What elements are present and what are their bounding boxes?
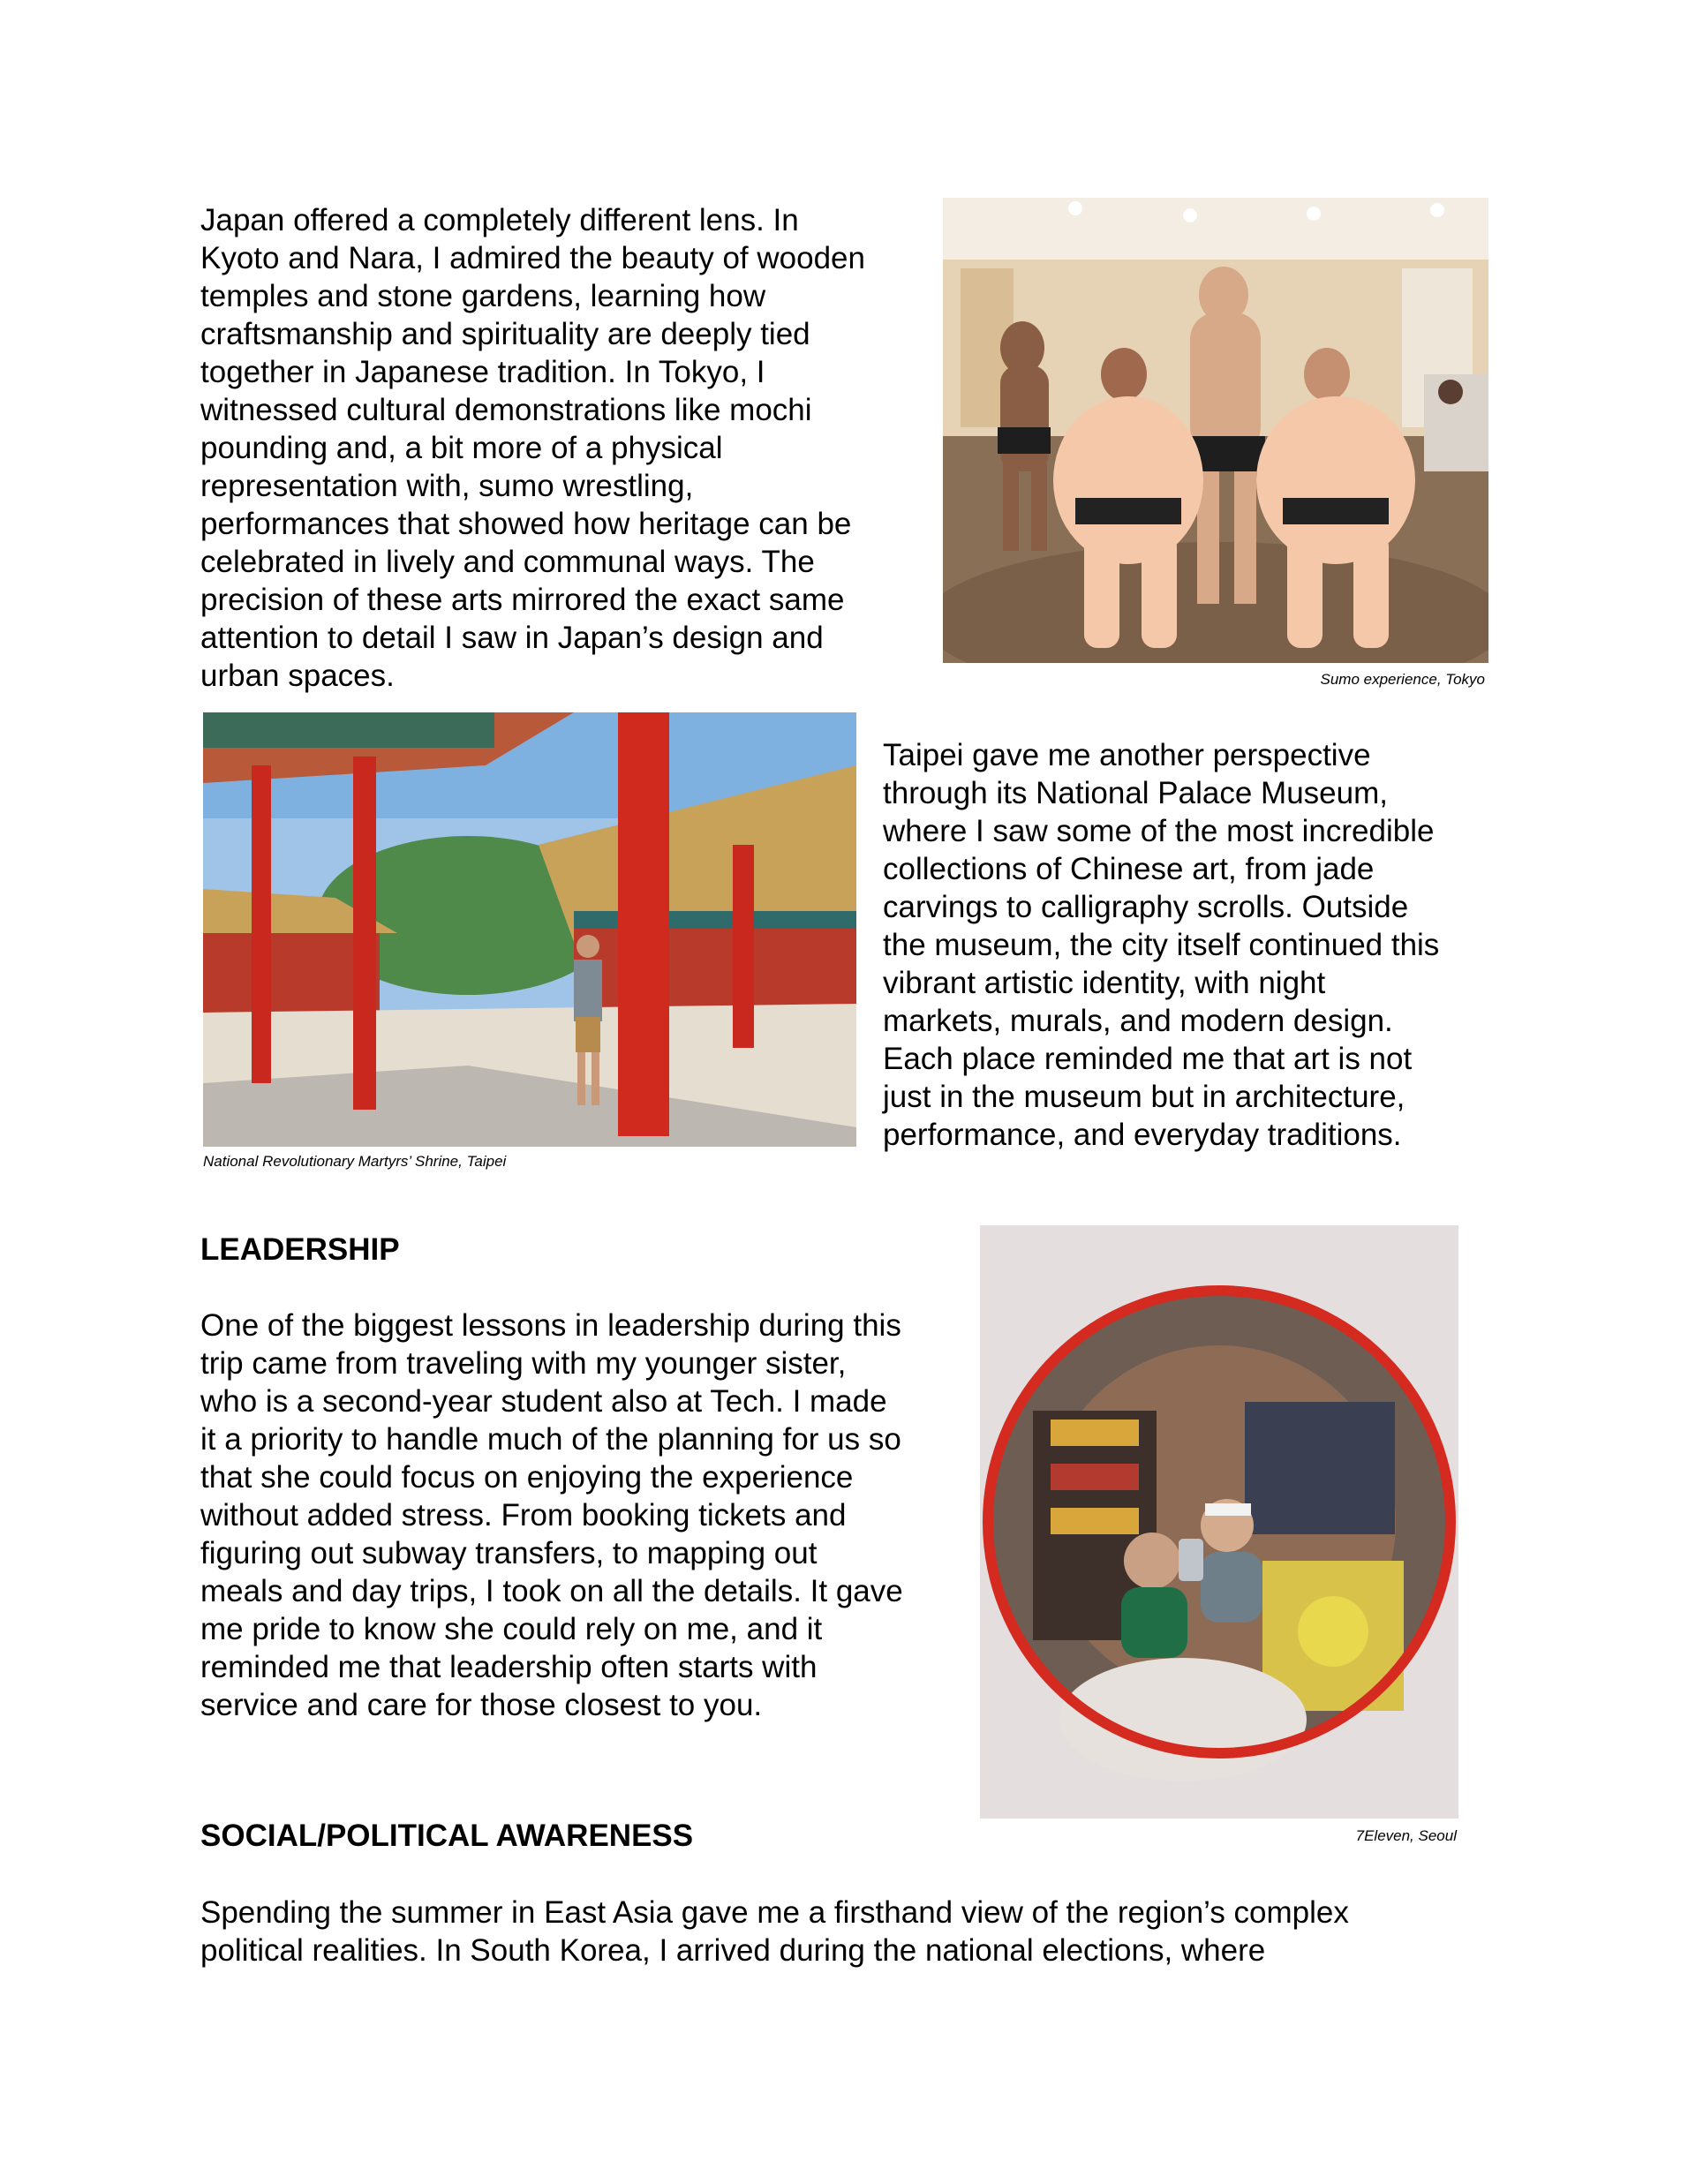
shrine-caption: National Revolutionary Martyrs’ Shrine, Taipei [203, 1153, 507, 1170]
leadership-heading: LEADERSHIP [200, 1232, 400, 1267]
social-political-paragraph: Spending the summer in East Asia gave me a firsthand view of the region’s complex political realities. In South Korea, I arrived during the national elections, where [200, 1895, 1349, 1968]
sumo-illustration [943, 198, 1488, 663]
sumo-caption: Sumo experience, Tokyo [1320, 671, 1485, 688]
seven-eleven-illustration [980, 1225, 1458, 1819]
sumo-photo [943, 198, 1488, 663]
shrine-illustration [203, 712, 856, 1147]
seven-eleven-photo [980, 1225, 1458, 1819]
shrine-photo [203, 712, 856, 1147]
seven-eleven-caption: 7Eleven, Seoul [1355, 1827, 1457, 1844]
leadership-paragraph: One of the biggest lessons in leadership during this trip came from traveling with my younger sister, who is a second-year student also at Tech. I made it a priority to handle much of the planning for us so that she could focus on enjoying the experience without added stress. From booking tickets and figuring out subway transfers, to mapping out meals and day trips, I took on all the details. It gave me pride to know she could rely on me, and it reminded me that leadership often starts with service and care for those closest to you. [200, 1308, 903, 1722]
social-political-heading: SOCIAL/POLITICAL AWARENESS [200, 1819, 694, 1853]
japan-paragraph: Japan offered a completely different lens. In Kyoto and Nara, I admired the beauty of wooden temples and stone gardens, learning how craftsmanship and spirituality are deeply tied together in Japanese tradition. In Tokyo, I witnessed cultural demonstrations like mochi pounding and, a bit more of a physical representation with, sumo wrestling, performances that showed how heritage can be celebrated in lively and communal ways. The precision of these arts mirrored the exact same attention to detail I saw in Japan’s design and urban spaces. [200, 203, 865, 693]
taipei-paragraph: Taipei gave me another perspective through its National Palace Museum, where I saw some of the most incredible collections of Chinese art, from jade carvings to calligraphy scrolls. Outside the museum, the city itself continued this vibrant artistic identity, with night markets, murals, and modern design. Each place reminded me that art is not just in the museum but in architecture, performance, and everyday traditions. [883, 738, 1440, 1152]
